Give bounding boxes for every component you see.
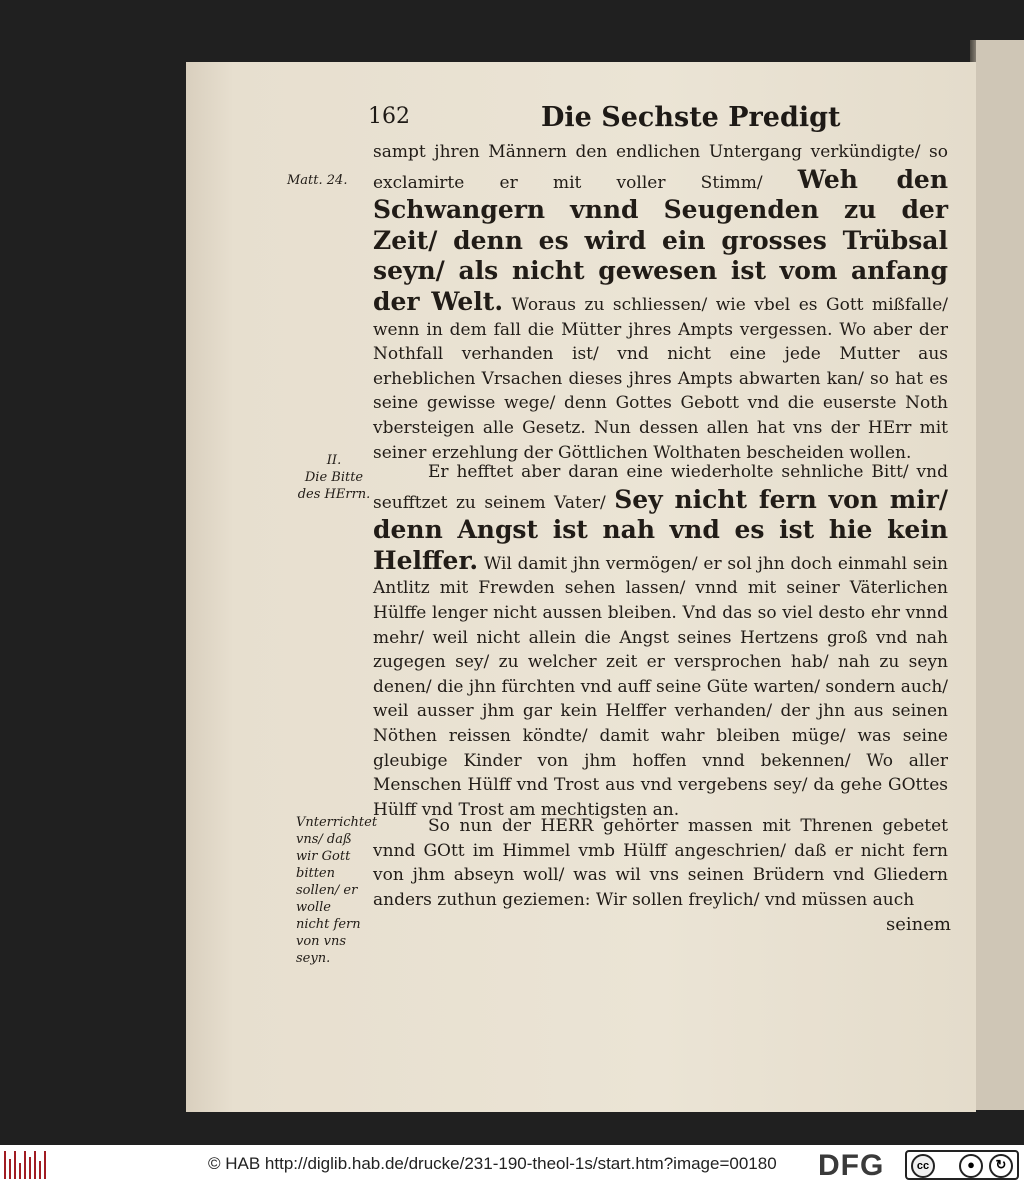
source-link[interactable]: © HAB http://diglib.hab.de/drucke/231-190-theol-1s/start.htm?image=00180 (208, 1154, 777, 1173)
paragraph-2-tail: Wil damit jhn vermögen/ er sol jhn doch einmahl sein Antlitz mit Frewden sehen lassen/ vnnd mit seiner Väterlichen Hülffe lenger nicht aussen bleiben. Vnd das so viel desto ehr vnnd mehr/ weil nicht allein die Angst seines Hertzens groß vnd nah zugegen sey/ zu welcher zeit er versprochen hab/ nah zu seyn denen/ die jhn fürchten vnd auff seine Güte warten/ sondern auch/ weil ausser jhm gar kein Helffer verhanden/ der jhn aus seinen Nöthen reissen köndte/ damit wahr bleiben müge/ was seine gleubige Kinder von jhm hoffen vnnd bekennen/ Wo aller Menschen Hülff vnd Trost aus vnd vergebens sey/ da gehe GOttes Hülff vnd Trost am mechtigsten an. (373, 553, 948, 820)
paragraph-2 (373, 460, 948, 822)
page-number: 162 (368, 104, 410, 129)
book-page (186, 62, 976, 1112)
paragraph-2-text: Er hefftet aber daran eine wiederholte sehnliche Bitt/ vnd seufftzet zu seinem Vater/ (373, 462, 948, 513)
paragraph-1-tail: Woraus zu schliessen/ wie vbel es Gott mißfalle/ wenn in dem fall die Mütter jhres Ampts vergessen. Wo aber der Nothfall verhanden ist/ vnd nicht eine jede Mutter aus erheblichen Vrsachen dieses jhres Ampts abwarten kan/ so hat es seine gewisse wege/ denn Gottes Gebott vnd die euserste Noth vbersteigen alle Gesetz. Nun dessen allen hat vns der HErr mit seiner erzehlung der Göttlichen Wolthaten bescheiden wollen. (373, 294, 948, 463)
margin-note-bitte-number: II. (326, 453, 342, 468)
paragraph-1-quote: Weh den Schwangern vnnd Seugenden zu der Zeit/ denn es wird ein grosses Trübsal seyn/ als nicht gewesen ist vom anfang der Welt. (373, 164, 949, 316)
footer-bar (0, 1145, 1024, 1185)
next-page-edge (976, 40, 1024, 1110)
paragraph-2-quote: Sey nicht fern von mir/ denn Angst ist nah vnd es ist hie kein Helffer. (373, 484, 948, 575)
cc-license-badge[interactable] (905, 1150, 1019, 1180)
dfg-logo: DFG (818, 1149, 885, 1182)
paragraph-1-text: sampt jhren Männern den endlichen Untergang verkündigte/ so exclamirte er mit voller Stimm/ (373, 142, 948, 193)
person-icon: ● (959, 1154, 983, 1178)
margin-note-bitte (294, 452, 374, 503)
margin-note-bitte-text: Die Bitte des HErrn. (297, 470, 371, 502)
margin-note-matt: Matt. 24. (287, 173, 348, 188)
running-title: Die Sechste Predigt (541, 102, 841, 133)
paragraph-3-text: So nun der HERR gehörter massen mit Threnen gebetet vnnd GOtt im Himmel vmb Hülff angeschrien/ daß er nicht fern von jhm abseyn woll/ was wil vns seinen Brüdern vnd Gliedern anders zuthun geziemen: Wir sollen freylich/ vnd müssen auch (373, 816, 948, 910)
margin-note-unterricht: Vnterrichtet vns/ daß wir Gott bitten sollen/ er wolle nicht fern von vns seyn. (296, 815, 378, 966)
paragraph-1 (373, 140, 948, 465)
cc-icon: cc (911, 1154, 935, 1178)
share-alike-icon: ↻ (989, 1154, 1013, 1178)
hab-logo-icon (4, 1151, 48, 1179)
paragraph-3 (373, 814, 948, 912)
catchword: seinem (886, 914, 951, 935)
